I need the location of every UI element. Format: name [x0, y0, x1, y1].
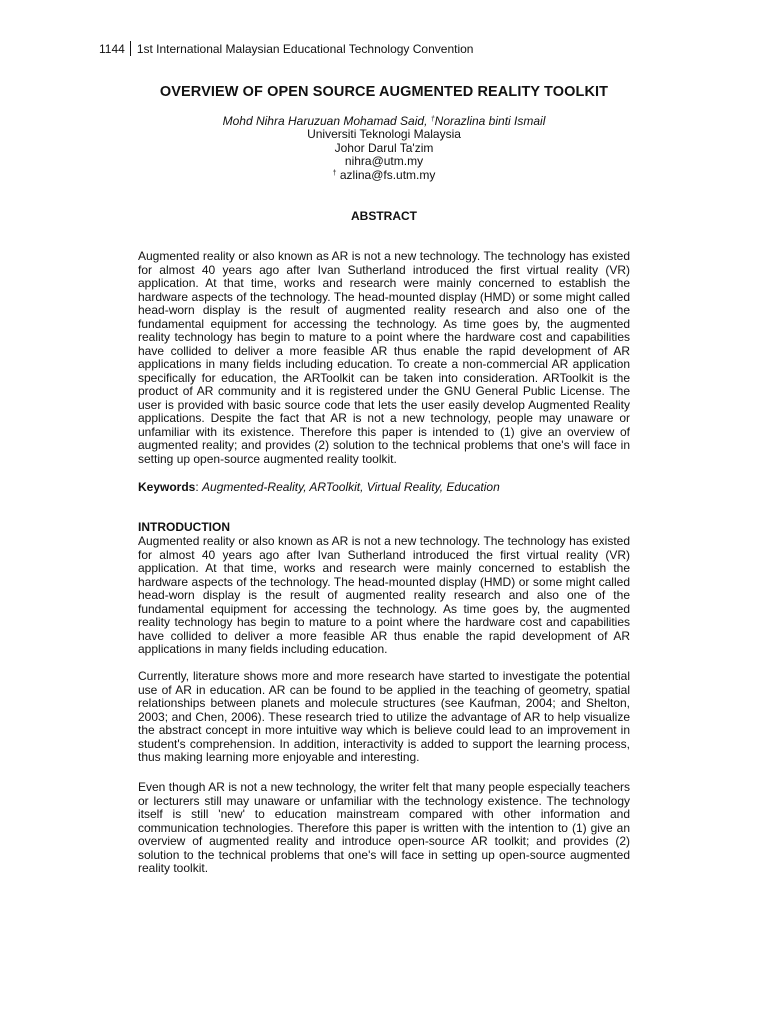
- email-2-mark: †: [332, 169, 337, 177]
- keywords-line: [138, 481, 630, 495]
- keywords-label: Keywords: [138, 480, 196, 494]
- header-divider: [130, 41, 131, 56]
- introduction-paragraph-3: Even though AR is not a new technology, the writer felt that many people especially teachers or lecturers still may unaware or unfamiliar with the technology existence. The technology itself is still 'new' to education mainstream compared with other information and communication technologies. Therefore this paper is written with the intention to (1) give an overview of augmented reality and introduce open-source AR toolkit; and provides (2) solution to the technical problems that one's will face in setting up open-source augmented reality toolkit.: [138, 780, 630, 875]
- location: Johor Darul Ta'zim: [334, 140, 434, 155]
- author-2-mark: †: [430, 116, 435, 123]
- page-number: 1144: [99, 42, 125, 56]
- keywords-separator: :: [195, 480, 203, 494]
- email-2: azlina@fs.utm.my: [336, 167, 436, 182]
- affiliation: Universiti Teknologi Malaysia: [307, 127, 461, 142]
- keywords-values: Augmented-Reality, ARToolkit, Virtual Reality, Education: [202, 480, 500, 494]
- author-1: Mohd Nihra Haruzuan Mohamad Said,: [222, 114, 428, 128]
- email-2-line: [0, 169, 768, 182]
- introduction-paragraph-1: Augmented reality or also known as AR is not a new technology. The technology has existed for almost 40 years ago after Ivan Sutherland introduced the first virtual reality (VR) application. At that time, works and research were mainly concerned to establish the hardware aspects of the technology. The head-mounted display (HMD) or some might called head-worn display is the result of augmented reality research and also one of the fundamental equipment for accessing the technology. As time goes by, the augmented reality technology has begin to mature to a point where the hardware cost and capabilities have collided to deliver a more feasible AR thus enable the rapid development of AR applications in many fields including education.: [138, 534, 630, 656]
- introduction-heading: INTRODUCTION: [138, 520, 230, 534]
- author-names: [0, 115, 768, 128]
- running-header: [99, 41, 473, 57]
- email-1: nihra@utm.my: [344, 154, 424, 169]
- conference-name: 1st International Malaysian Educational Technology Convention: [136, 42, 474, 56]
- paper-title: OVERVIEW OF OPEN SOURCE AUGMENTED REALITY TOOLKIT: [159, 84, 609, 100]
- author-2: Norazlina binti Ismail: [434, 114, 546, 128]
- introduction-paragraph-2: Currently, literature shows more and more research have started to investigate the potential use of AR in education. AR can be found to be applied in the teaching of geometry, spatial relationships between planets and molecule structures (see Kaufman, 2004; and Shelton, 2003; and Chen, 2006). These research tried to utilize the advantage of AR to help visualize the abstract concept in more intuitive way which is believe could lead to an improvement in student's comprehension. In addition, interactivity is added to support the learning process, thus making learning more enjoyable and interesting.: [138, 669, 630, 764]
- abstract-text: Augmented reality or also known as AR is not a new technology. The technology has existed for almost 40 years ago after Ivan Sutherland introduced the first virtual reality (VR) application. At that time, works and research were mainly concerned to establish the hardware aspects of the technology. The head-mounted display (HMD) or some might called head-worn display is the result of augmented reality research and also one of the fundamental equipment for accessing the technology. As time goes by, the augmented reality technology has begin to mature to a point where the hardware cost and capabilities have collided to deliver a more feasible AR thus enable the rapid development of AR applications in many fields including education. To create a non-commercial AR application specifically for education, the ARToolkit can be taken into consideration. ARToolkit is the product of AR community and it is registered under the GNU General Public License. The user is provided with basic source code that lets the user easily develop Augmented Reality applications. Despite the fact that AR is not a new technology, people may unaware or unfamiliar with its existence. Therefore this paper is intended to (1) give an overview of augmented reality; and provides (2) solution to the technical problems that one's will face in setting up open-source augmented reality toolkit.: [138, 249, 630, 466]
- abstract-heading: ABSTRACT: [351, 209, 417, 223]
- author-block: [0, 115, 768, 182]
